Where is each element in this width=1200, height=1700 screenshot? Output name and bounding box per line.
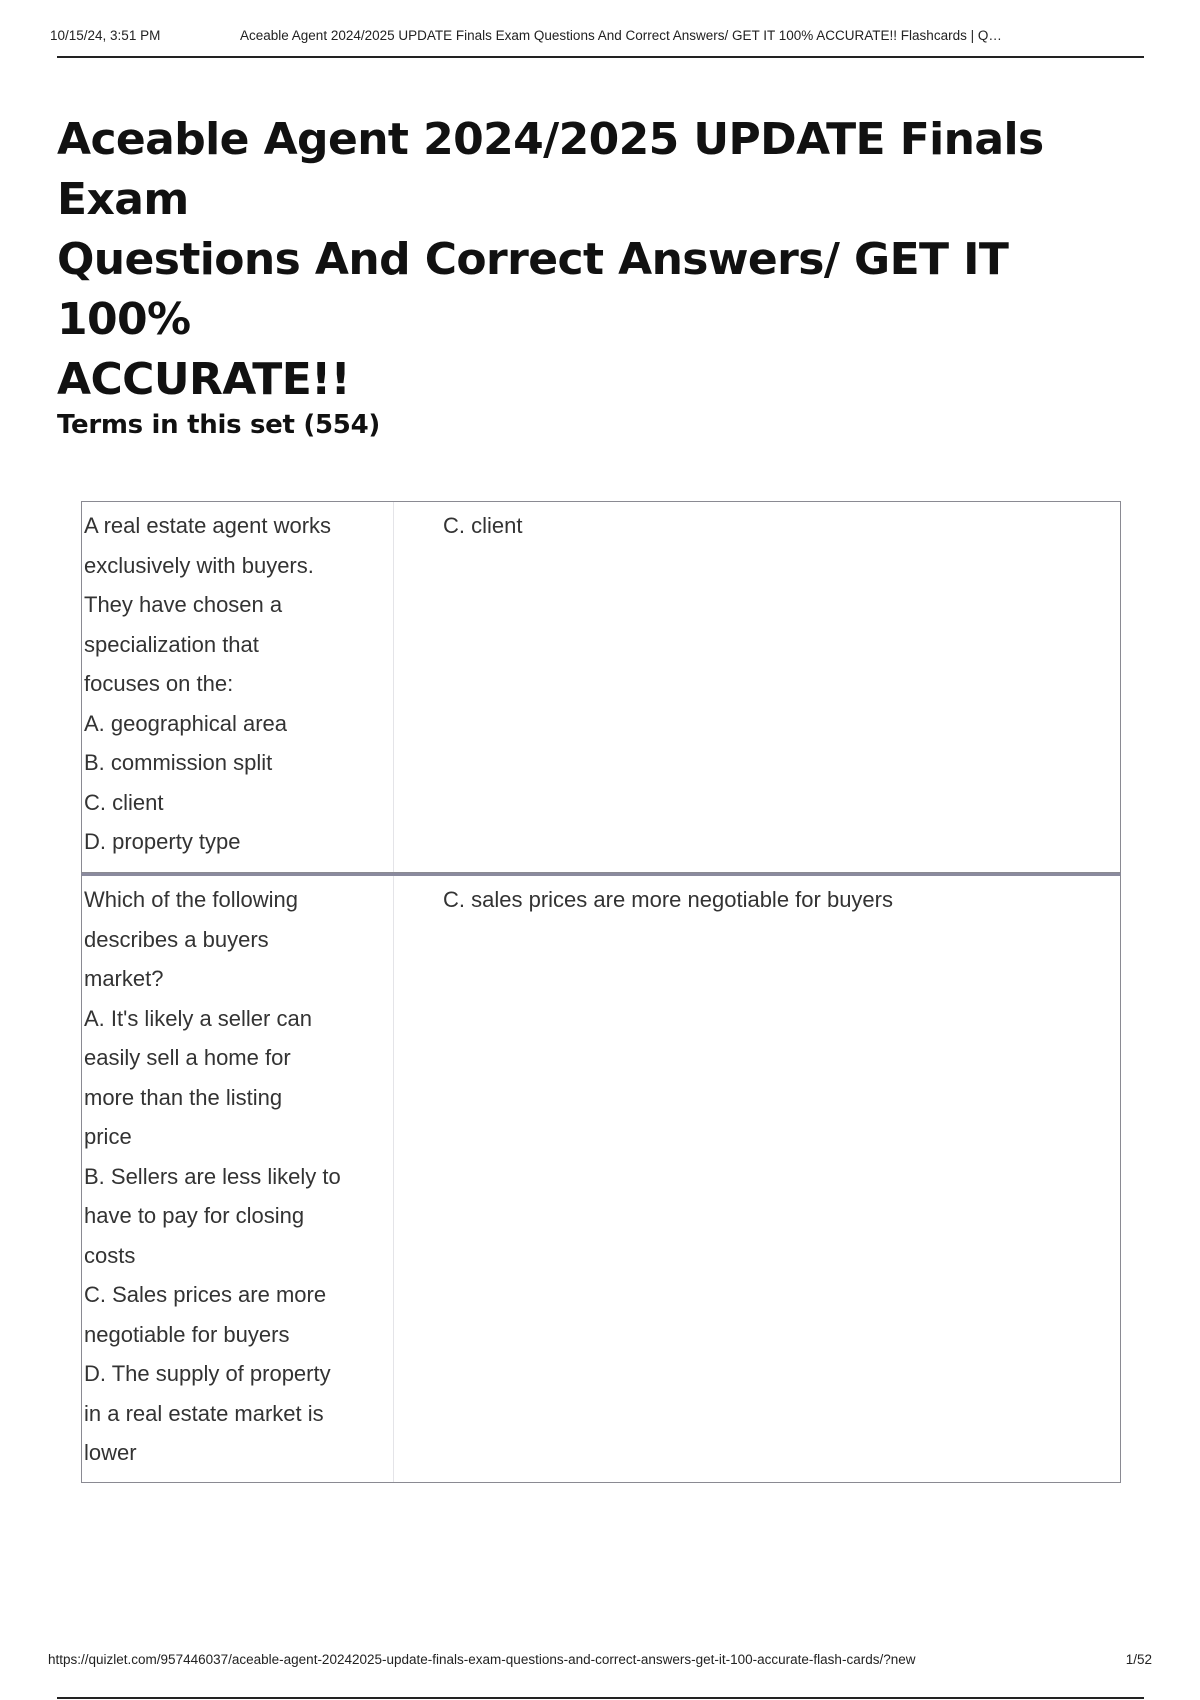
flashcard-row [81, 501, 1121, 873]
term-line: A real estate agent works [84, 513, 332, 538]
term-line: A. It's likely a seller can [84, 1005, 312, 1031]
term-line: market? [84, 966, 164, 991]
term-line: more than the listing [84, 1084, 283, 1110]
header-divider [57, 56, 1144, 58]
flashcard-term [82, 502, 394, 872]
flashcard-row [81, 873, 1121, 1483]
term-line: B. commission split [84, 750, 273, 775]
term-line: D. The supply of property [84, 1361, 331, 1386]
term-line: price [84, 1124, 132, 1149]
term-line: in a real estate market is [84, 1400, 324, 1426]
term-line: have to pay for closing [84, 1203, 305, 1228]
page-title-line: ACCURATE!! [57, 354, 351, 405]
flashcard-term [82, 876, 394, 1482]
term-line: exclusively with buyers. [84, 552, 314, 578]
flashcard-definition: C. client [443, 513, 523, 538]
print-document-title: Aceable Agent 2024/2025 UPDATE Finals Exam Questions And Correct Answers/ GET IT 100% ACCURATE!! Flashcards | Q… [240, 28, 1002, 43]
print-datetime: 10/15/24, 3:51 PM [50, 28, 161, 43]
term-line: C. Sales prices are more [84, 1282, 327, 1307]
print-url: https://quizlet.com/957446037/aceable-agent-20242025-update-finals-exam-questions-and-correct-answers-get-it-100-accurate-flash-cards/?new [48, 1652, 916, 1667]
term-line: D. property type [84, 829, 241, 854]
term-line: negotiable for buyers [84, 1321, 290, 1347]
term-line: specialization that [84, 631, 259, 657]
term-line: They have chosen a [84, 592, 283, 617]
flashcard-definition: C. sales prices are more negotiable for buyers [443, 887, 893, 912]
term-line: easily sell a home for [84, 1045, 291, 1070]
term-line: describes a buyers [84, 926, 269, 952]
print-footer [48, 1652, 1152, 1667]
term-line: costs [84, 1242, 136, 1268]
term-line: C. client [84, 789, 164, 815]
term-line: lower [84, 1440, 137, 1465]
term-line: B. Sellers are less likely to [84, 1163, 341, 1189]
page-title-line: Questions And Correct Answers/ GET IT 100% [57, 234, 1009, 345]
print-header [50, 28, 1144, 43]
flashcard-list [81, 501, 1121, 1483]
terms-count-heading: Terms in this set (554) [57, 410, 380, 440]
term-line: focuses on the: [84, 671, 234, 696]
page-title [57, 110, 1147, 410]
page-number: 1/52 [1125, 1652, 1152, 1667]
term-line: A. geographical area [84, 710, 288, 736]
page-title-line: Aceable Agent 2024/2025 UPDATE Finals Exam [57, 114, 1044, 225]
term-line: Which of the following [84, 887, 298, 912]
footer-divider [57, 1697, 1144, 1699]
